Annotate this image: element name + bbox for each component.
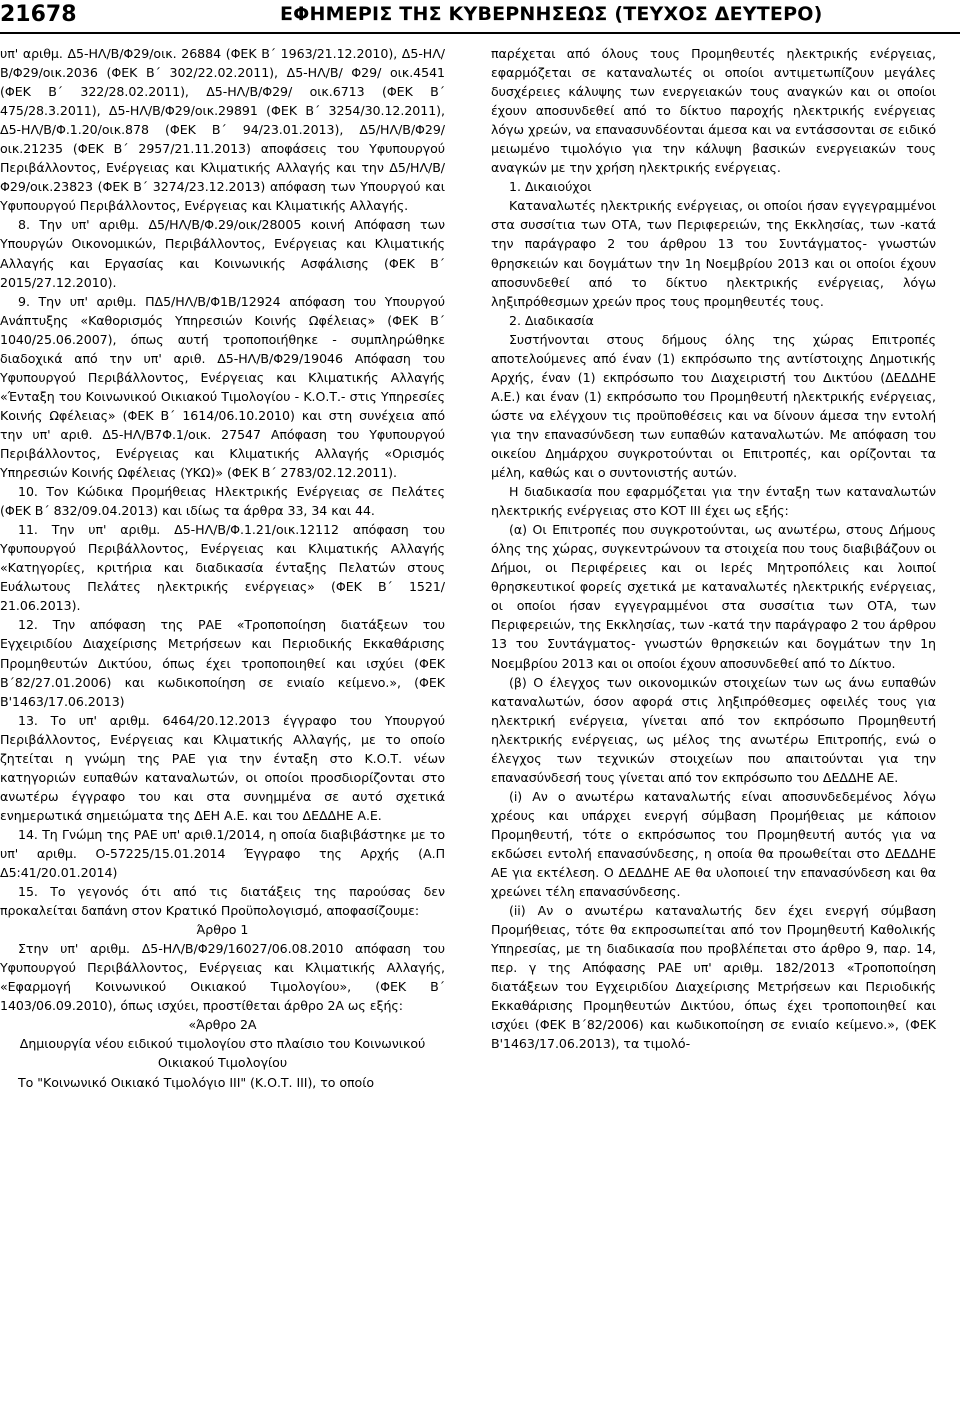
paragraph: 1. Δικαιούχοι (509, 179, 592, 195)
paragraph: 9. Την υπ' αριθμ. ΠΔ5/ΗΛ/Β/Φ1Β/12924 απόφαση του Υπουργού Ανάπτυξης «Καθορισμός Υπηρεσιών Κοινής Ωφέλειας» (ΦΕΚ Β΄ 1040/25.06.2007), όπως αυτή τροποποιήθηκε - συμπληρώθηκε διαδοχικά από την υπ' αριθ. Δ5-ΗΛ/Β/Φ29/19046 Απόφαση του Υφυπουργού Περιβάλλοντος, Ενέργειας και Κλιματικής Αλλαγής «Ένταξη του Κοινωνικού Οικιακού Τιμολογίου - Κ.Ο.Τ.- στις Υπηρεσίες Κοινής Ωφέλειας» (ΦΕΚ Β΄ 1614/06.10.2010) και στη συνέχεια από την υπ' αριθ. Δ5-ΗΛ/Β7Φ.1/οικ. 27547 Απόφαση του Υφυπουργού Περιβάλλοντος, Ενέργειας και Κλιματικής Αλλαγής «Ορισμός Υπηρεσιών Κοινής Ωφέλειας (ΥΚΩ)» (ΦΕΚ Β΄ 2783/02.12.2011). (0, 293, 445, 481)
paragraph: Η διαδικασία που εφαρμόζεται για την ένταξη των καταναλωτών ηλεκτρικής ενέργειας στο ΚΟΤ ΙΙΙ έχει ως εξής: (491, 484, 936, 519)
paragraph: (β) Ο έλεγχος των οικονομικών στοιχείων των ως άνω ευπαθών καταναλωτών, όσον αφορά στις ληξιπρόθεσμες οφειλές τους για ηλεκτρική ενέργεια, γίνεται από τον εκπρόσωπο Προμηθευτή ηλεκτρικής ενέργειας, ως μέλος της ανωτέρω Επιτροπής, ενώ ο έλεγχος των τεχνικών στοιχείων που απαιτούνται για την επανασύνδεσή τους γίνεται από τον εκπρόσωπο του ΔΕΔΔΗΕ ΑΕ. (491, 674, 936, 785)
paragraph: Καταναλωτές ηλεκτρικής ενέργειας, οι οποίοι ήσαν εγγεγραμμένοι στα συσσίτια των ΟΤΑ, των Περιφερειών, της Εκκλησίας, των -κατά την παράγραφο 2 του άρθρου 13 του Συντάγματος- γνωστών θρησκειών και δογμάτων την 1η Νοεμβρίου 2013 και οι οποίοι έχουν αποσυνδεθεί από το δίκτυο ηλεκτρικής ενέργειας, λόγω ληξιπρόθεσμων χρεών προς τους προμηθευτές τους. (491, 198, 936, 309)
paragraph: υπ' αριθμ. Δ5-ΗΛ/Β/Φ29/οικ. 26884 (ΦΕΚ Β΄ 1963/21.12.2010), Δ5-ΗΛ/Β/Φ29/οικ.2036 (ΦΕΚ Β΄ 302/22.02.2011), Δ5-ΗΛ/Β/ Φ29/ οικ.4541 (ΦΕΚ Β΄ 322/28.02.2011), Δ5-ΗΛ/Β/Φ29/ οικ.6713 (ΦΕΚ Β΄ 475/28.3.2011), Δ5-ΗΛ/Β/Φ29/οικ.29891 (ΦΕΚ Β΄ 3254/30.12.2011), Δ5-ΗΛ/Β/Φ.1.20/οικ.878 (ΦΕΚ Β΄ 94/23.01.2013), Δ5/ΗΛ/Β/Φ29/οικ.21235 (ΦΕΚ Β΄ 2957/21.11.2013) αποφάσεις του Υφυπουργού Περιβάλλοντος, Ενέργειας και Κλιματικής Αλλαγής και την Δ5/ΗΛ/Β/Φ29/οικ.23823 (ΦΕΚ Β΄ 3274/23.12.2013) απόφαση των Υπουργού και Υφυπουργού Περιβάλλοντος, Ενέργειας και Κλιματικής Αλλαγής. (0, 46, 445, 214)
paragraph: 14. Τη Γνώμη της ΡΑΕ υπ' αριθ.1/2014, η οποία διαβιβάστηκε με το υπ' αριθμ. Ο-57225/15.01.2014 Έγγραφο της Αρχής (Α.Π Δ5:41/20.01.2014) (0, 826, 445, 881)
paragraph: 8. Την υπ' αριθμ. Δ5/ΗΛ/Β/Φ.29/οικ/28005 κοινή Απόφαση των Υπουργών Οικονομικών, Περιβάλλοντος, Ενέργειας και Κλιματικής Αλλαγής και Εργασίας και Κοινωνικής Ασφάλισης (ΦΕΚ Β΄ 2015/27.12.2010). (0, 217, 445, 290)
paragraph: (i) Αν ο ανωτέρω καταναλωτής είναι αποσυνδεδεμένος λόγω χρέους και υπάρχει ενεργή σύμβαση Προμήθειας με κάποιον Προμηθευτή, τότε ο εκπρόσωπος του Προμηθευτή αυτός για να εκδώσει εντολή επανασύνδεσης, η οποία θα προωθείται στο ΔΕΔΔΗΕ ΑΕ για εκτέλεση. Ο ΔΕΔΔΗΕ ΑΕ θα υλοποιεί την επανασύνδεση και θα χρεώνει τέλη επανασύνδεσης. (491, 788, 936, 900)
paragraph: «Άρθρο 2Α (188, 1017, 257, 1033)
paragraph: 12. Την απόφαση της ΡΑΕ «Τροποποίηση διατάξεων του Εγχειριδίου Διαχείρισης Μετρήσεων και Περιοδικής Εκκαθάρισης Προμηθευτών Δικτύου, όπως έχει τροποποιηθεί και ισχύει (ΦΕΚ Β΄82/27.01.2006) και κωδικοποίηση σε ενιαίο κείμενο.», (ΦΕΚ Β'1463/17.06.2013) (0, 617, 445, 709)
paragraph: 15. Το γεγονός ότι από τις διατάξεις της παρούσας δεν προκαλείται δαπάνη στον Κρατικό Προϋπολογισμό, αποφασίζουμε: (0, 884, 445, 919)
paragraph: Άρθρο 1 (196, 922, 249, 938)
paragraph: 2. Διαδικασία (509, 312, 594, 328)
paragraph: Συστήνονται στους δήμους όλης της χώρας Επιτροπές αποτελούμενες από έναν (1) εκπρόσωπο της αντίστοιχης Δημοτικής Αρχής, έναν (1) εκπρόσωπο του Διαχειριστή του Δικτύου (ΔΕΔΔΗΕ Α.Ε.) και έναν (1) εκπρόσωπο του Προμηθευτή ηλεκτρικής ενέργειας, ώστε να ελέγχουν τις προϋποθέσεις και να δίνουν άμεσα την εντολή για την επανασύνδεση των ευπαθών καταναλωτών. Με απόφαση του οικείου Δημάρχου συγκροτούνται οι Επιτροπές, και ορίζονται τα μέλη, καθώς και ο συντονιστής αυτών. (491, 331, 936, 481)
paragraph: Δημιουργία νέου ειδικού τιμολογίου στο πλαίσιο του Κοινωνικού Οικιακού Τιμολογίου (19, 1036, 426, 1071)
paragraph: παρέχεται από όλους τους Προμηθευτές ηλεκτρικής ενέργειας, εφαρμόζεται σε καταναλωτές οι οποίοι αντιμετωπίζουν μεγάλες δυσχέρειες κάλυψης των ενεργειακών τους αναγκών και οι οποίοι έχουν αποσυνδεθεί από το δίκτυο παροχής ηλεκτρικής ενέργειας λόγω χρεών, να επανασυνδέονται άμεσα και να εντάσσονται σε ειδικό μειωμένο τιμολόγιο για την κάλυψη βασικών ενεργειακών τους αναγκών με την χρήση ηλεκτρικής ενέργειας. (491, 46, 936, 176)
paragraph: 13. Το υπ' αριθμ. 6464/20.12.2013 έγγραφο του Υπουργού Περιβάλλοντος, Ενέργειας και Κλιματικής Αλλαγής, με το οποίο ζητείται η γνώμη της ΡΑΕ για την ένταξη στο Κ.Ο.Τ. νέων κατηγοριών ευπαθών καταναλωτών, οι οποίοι προσδιορίζονται στο ανωτέρω έγγραφο του και στα συνημμένα σε αυτό σχετικά ενημερωτικά σημειώματα της ΔΕΗ Α.Ε. και του ΔΕΔΔΗΕ Α.Ε. (0, 712, 445, 823)
right-column (491, 44, 936, 1053)
paragraph: (ii) Αν ο ανωτέρω καταναλωτής δεν έχει ενεργή σύμβαση Προμήθειας, τότε θα εκπροσωπείται από τον Προμηθευτή Καθολικής Υπηρεσίας, με τη διαδικασία που προβλέπεται στο άρθρο 9, παρ. 14, περ. γ της Απόφασης ΡΑΕ υπ' αριθμ. 182/2013 «Τροποποίηση διατάξεων του Εγχειριδίου Διαχείρισης Μετρήσεων και Περιοδικής Εκκαθάρισης Προμηθευτών Δικτύου, όπως έχει τροποποιηθεί και ισχύει (ΦΕΚ Β΄82/2006) και κωδικοποίηση σε ενιαίο κείμενο.», (ΦΕΚ Β'1463/17.06.2013), τα τιμολό- (491, 903, 936, 1052)
page-header (0, 0, 960, 34)
paragraph: Στην υπ' αριθμ. Δ5-ΗΛ/Β/Φ29/16027/06.08.2010 απόφαση του Υφυπουργού Περιβάλλοντος, Ενέργειας και Κλιματικής Αλλαγής, «Εφαρμογή Κοινωνικού Οικιακού Τιμολογίου», (ΦΕΚ Β΄ 1403/06.09.2010), όπως ισχύει, προστίθεται άρθρο 2Α ως εξής: (0, 941, 445, 1014)
paragraph: (α) Οι Επιτροπές που συγκροτούνται, ως ανωτέρω, στους Δήμους όλης της χώρας, συγκεντρώνουν τα στοιχεία που τους διαβιβάζουν οι Δήμοι, οι Περιφέρειες και οι Ιερές Μητροπόλεις και λοιποί θρησκευτικοί φορείς σχετικά με καταναλωτές ηλεκτρικής ενέργειας, οι οποίοι ήσαν εγγεγραμμένοι στα συσσίτια των ΟΤΑ, των Περιφερειών, της Εκκλησίας, των -κατά την παράγραφο 2 του άρθρου 13 του Συντάγματος- γνωστών θρησκειών και δογμάτων την 1η Νοεμβρίου 2013 και οι οποίοι έχουν αποσυνδεθεί από το Δίκτυο. (491, 522, 936, 671)
left-column (0, 44, 445, 1092)
paragraph: Το "Κοινωνικό Οικιακό Τιμολόγιο III" (Κ.Ο.Τ. ΙΙΙ), το οποίο (18, 1074, 375, 1090)
page-number: 21678 (0, 2, 77, 27)
paragraph: 11. Την υπ' αριθμ. Δ5-ΗΛ/Β/Φ.1.21/οικ.12112 απόφαση του Υφυπουργού Περιβάλλοντος, Ενέργειας και Κλιματικής Αλλαγής «Κατηγορίες, κριτήρια και διαδικασία ένταξης Πελατών στους Ευάλωτους Πελάτες ηλεκτρικής ενέργειας» (ΦΕΚ Β΄ 1521/ 21.06.2013). (0, 522, 445, 614)
publication-title: ΕΦΗΜΕΡΙΣ ΤΗΣ ΚΥΒΕΡΝΗΣΕΩΣ (ΤΕΥΧΟΣ ΔΕΥΤΕΡΟ) (280, 3, 823, 25)
paragraph: 10. Τον Κώδικα Προμήθειας Ηλεκτρικής Ενέργειας σε Πελάτες (ΦΕΚ Β΄ 832/09.04.2013) και ιδίως τα άρθρα 33, 34 και 44. (0, 484, 445, 519)
header-divider (0, 32, 960, 34)
